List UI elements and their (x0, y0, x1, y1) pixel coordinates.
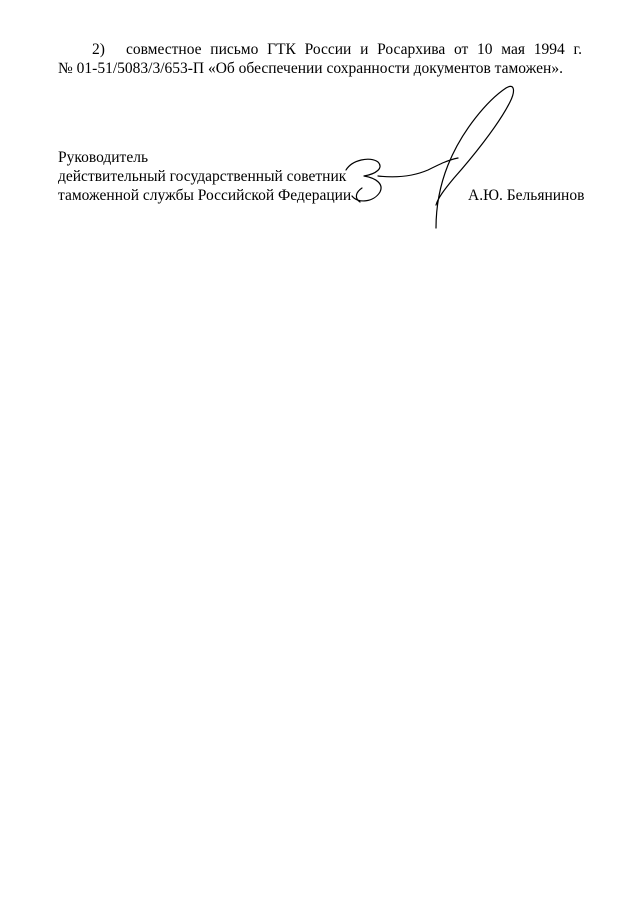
list-item-text: совместное письмо ГТК России и Росархива от 10 мая 1994 г. (126, 41, 582, 58)
list-item-2-line-2: № 01-51/5083/3/653-П «Об обеспечении сохранности документов таможен». (58, 60, 563, 77)
list-item-2-line-1 (58, 40, 582, 60)
signatory-title-line-3: таможенной службы Российской Федерации (58, 187, 352, 204)
list-item-number: 2) (92, 41, 105, 58)
signatory-title-line-2: действительный государственный советник (58, 168, 347, 185)
signatory-title-line-1: Руководитель (58, 149, 149, 166)
signatory-name: А.Ю. Бельянинов (468, 187, 585, 204)
signatory-title (58, 148, 351, 205)
